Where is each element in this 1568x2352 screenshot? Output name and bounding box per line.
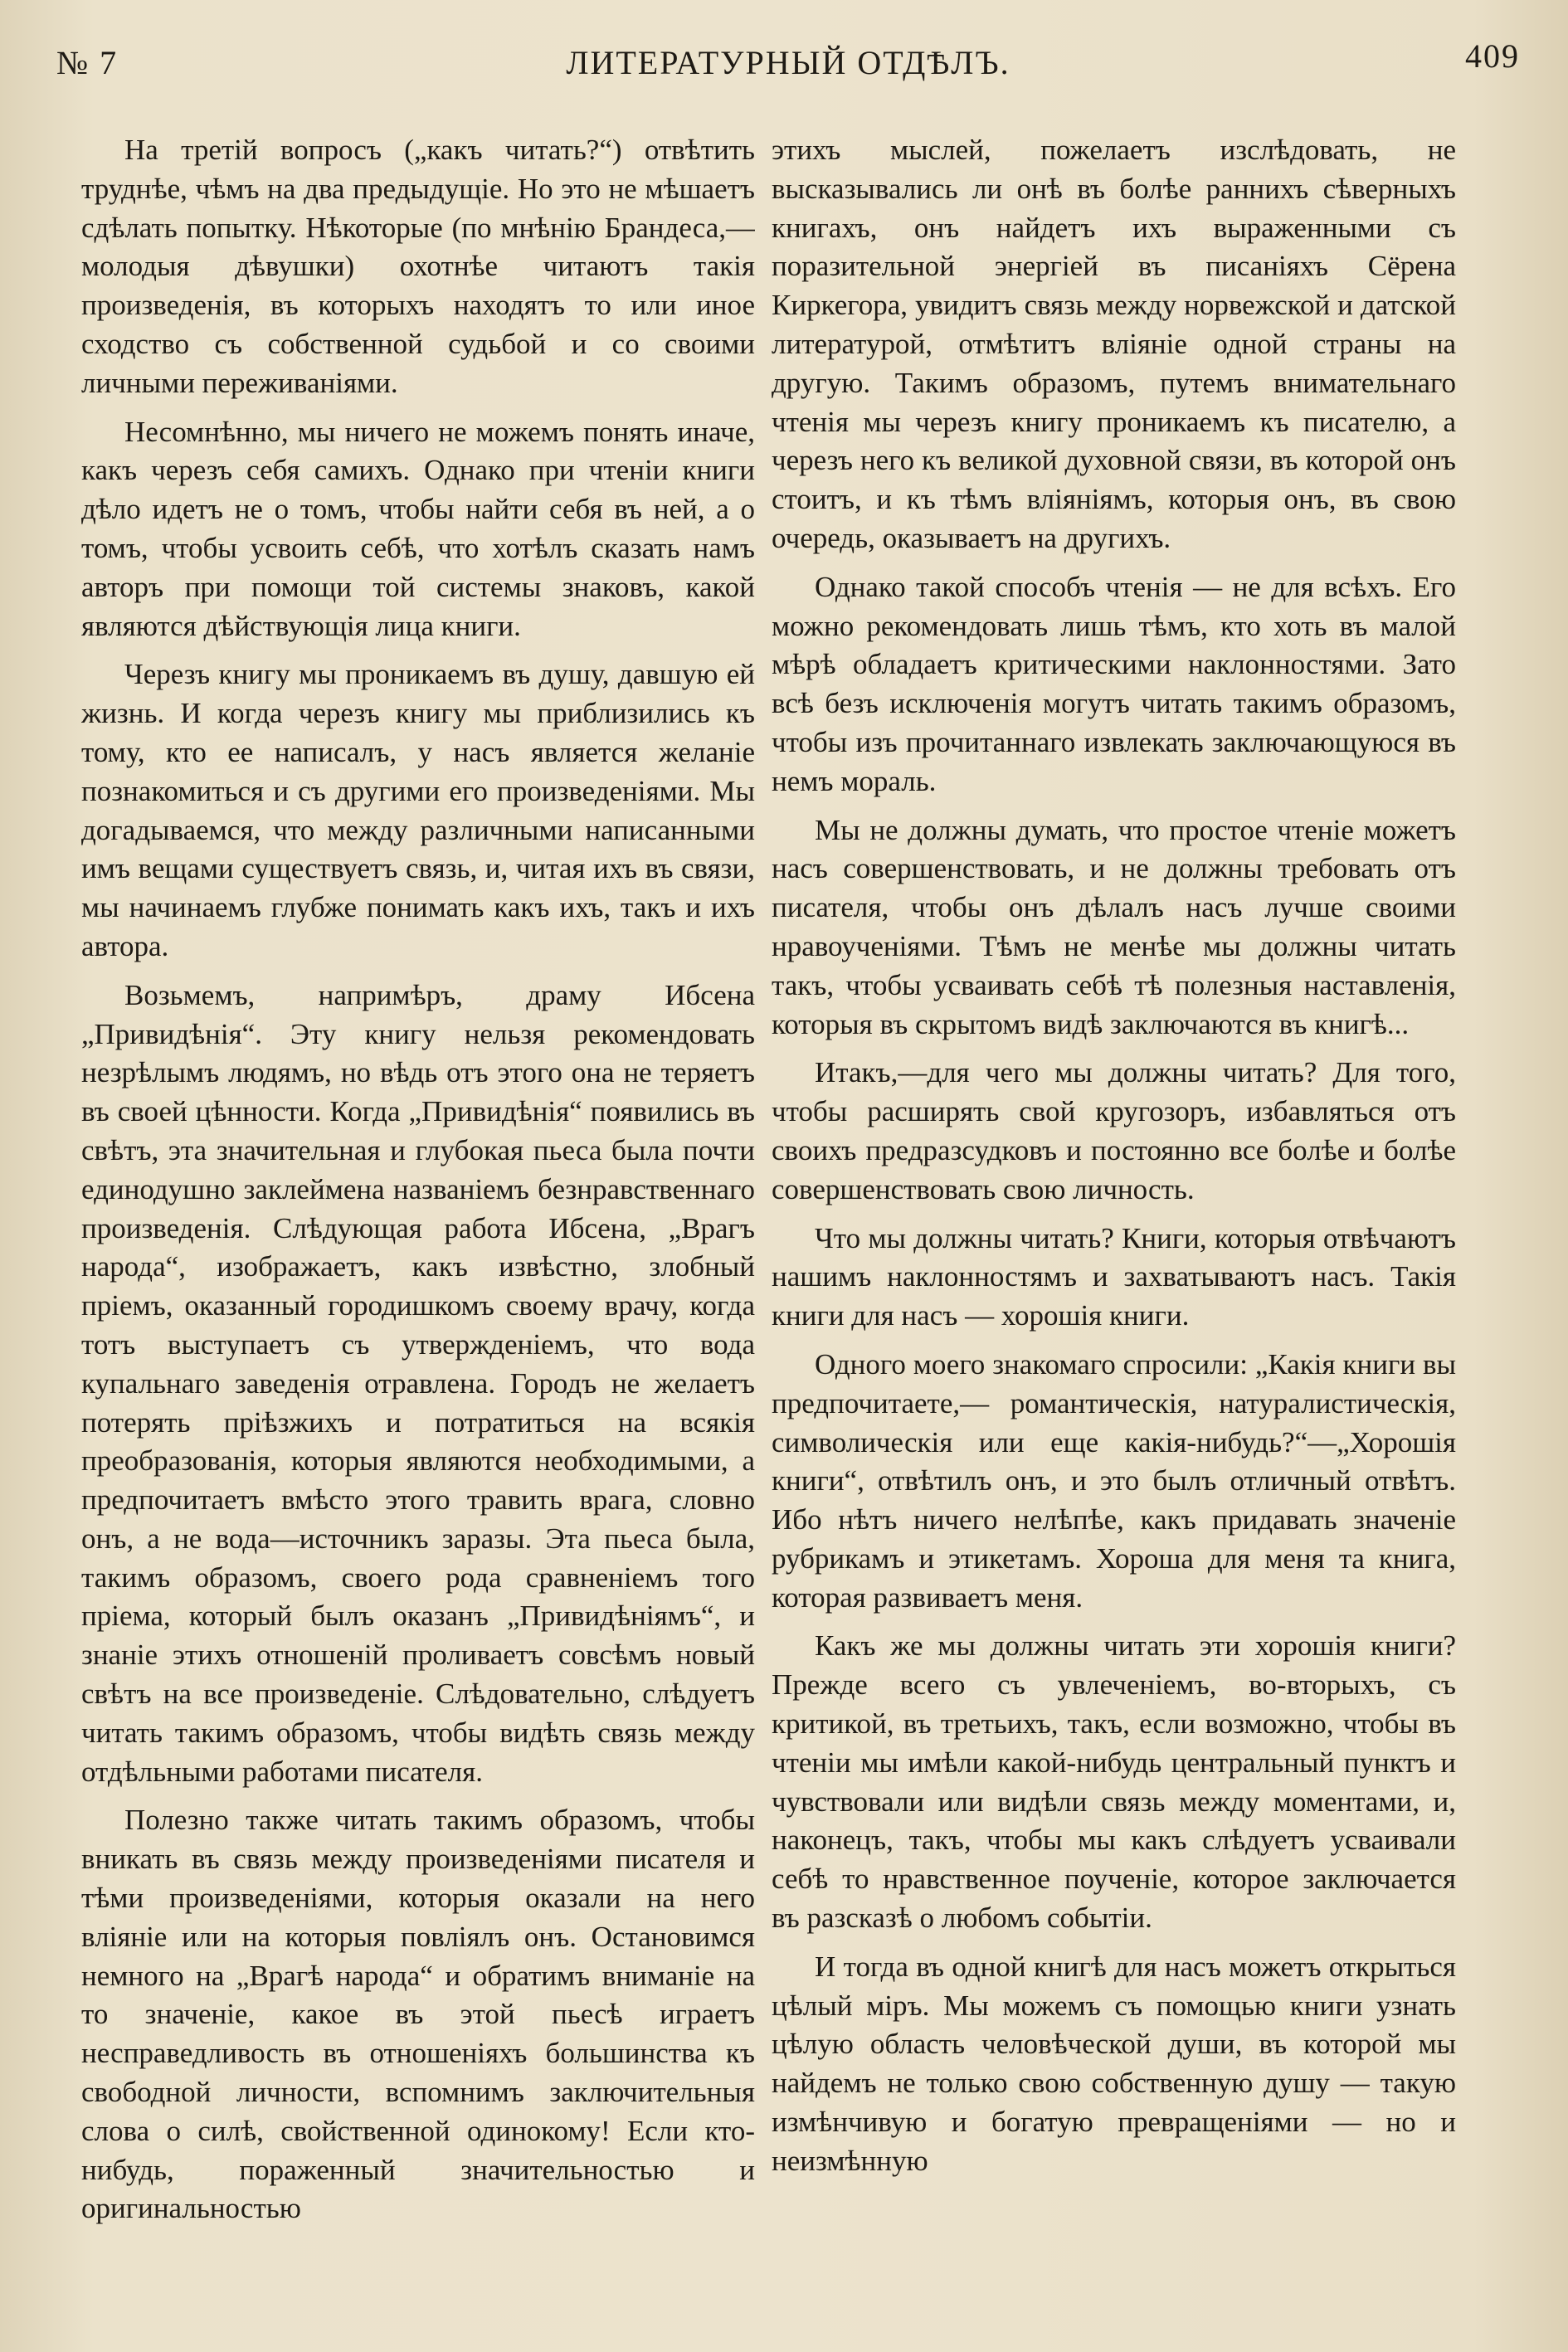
issue-number: № 7: [56, 44, 119, 81]
paragraph: Однако такой способъ чтенія — не для всѣхъ. Его можно рекомендовать лишь тѣмъ, кто хоть въ малой мѣрѣ обладаетъ критическими наклонностями. Зато всѣ безъ исключенія могутъ читать такимъ образомъ, чтобы изъ прочитаннаго извлекать заключающуюся въ немъ мораль.: [772, 570, 1456, 797]
paragraph: Черезъ книгу мы проникаемъ въ душу, давшую ей жизнь. И когда черезъ книгу мы приблизились къ тому, кто ее написалъ, у насъ является желаніе познакомиться и съ другими его произведеніями. Мы догадываемся, что между различными написанными имъ вещами существуетъ связь, и, читая ихъ въ связи, мы начинаемъ глубже понимать какъ ихъ, такъ и ихъ автора.: [81, 658, 755, 962]
paragraph: Что мы должны читать? Книги, которыя отвѣчаютъ нашимъ наклонностямъ и захватываютъ насъ. Такія книги для насъ — хорошія книги.: [772, 1221, 1456, 1332]
running-header: [56, 37, 1520, 101]
paragraph: Полезно также читать такимъ образомъ, чтобы вникать въ связь между произведеніями писателя и тѣми произведеніями, которыя оказали на него вліяніе или на которыя повліялъ онъ. Остановимся немного на „Врагѣ народа“ и обратимъ вниманіе на то значеніе, какое въ этой пьесѣ играетъ несправедливость въ отношеніяхъ большинства къ свободной личности, вспомнимъ заключительныя слова о силѣ, свойственной одинокому! Если кто-нибудь, пораженный значительностью и оригинальностью: [81, 1804, 755, 2225]
paragraph-continued: этихъ мыслей, пожелаетъ изслѣдовать, не высказывались ли онѣ въ болѣе раннихъ сѣверныхъ книгахъ, онъ найдетъ ихъ выраженными съ поразительной энергіей въ писаніяхъ Сёрена Киркегора, увидитъ связь между норвежской и датской литературой, отмѣтитъ вліяніе одной страны на другую. Такимъ образомъ, путемъ внимательнаго чтенія мы черезъ книгу проникаемъ къ писателю, а черезъ него къ великой духовной связи, въ которой онъ стоитъ, и къ тѣмъ вліяніямъ, которыя онъ, въ свою очередь, оказываетъ на другихъ.: [772, 134, 1456, 554]
right-column: [772, 131, 1456, 2330]
paragraph: На третій вопросъ („какъ читать?“) отвѣтить труднѣе, чѣмъ на два предыдущіе. Но это не мѣшаетъ сдѣлать попытку. Нѣкоторые (по мнѣнію Брандеса,—молодыя дѣвушки) охотнѣе читаютъ такія произведенія, въ которыхъ находятъ то или иное сходство съ собственной судьбой и со своими личными переживаніями.: [81, 134, 755, 399]
page-number: 409: [1465, 37, 1520, 75]
paragraph: Возьмемъ, напримѣръ, драму Ибсена „Привидѣнія“. Эту книгу нельзя рекомендовать незрѣлымъ людямъ, но вѣдь отъ этого она не теряетъ въ своей цѣнности. Когда „Привидѣнія“ появились въ свѣтъ, эта значительная и глубокая пьеса была почти единодушно заклеймена названіемъ безнравственнаго произведенія. Слѣдующая работа Ибсена, „Врагъ народа“, изображаетъ, какъ извѣстно, злобный пріемъ, оказанный городишкомъ своему врачу, когда тотъ выступаетъ съ утвержденіемъ, что вода купальнаго заведенія отравлена. Городъ не желаетъ потерять пріѣзжихъ и потратиться на всякія преобразованія, которыя являются необходимыми, а предпочитаетъ вмѣсто этого травить врага, словно онъ, а не вода—источникъ заразы. Эта пьеса была, такимъ образомъ, своего рода сравненіемъ того пріема, который былъ оказанъ „Привидѣніямъ“, и знаніе этихъ отношеній проливаетъ совсѣмъ новый свѣтъ на все произведеніе. Слѣдовательно, слѣдуетъ читать такимъ образомъ, чтобы видѣть связь между отдѣльными работами писателя.: [81, 978, 755, 1788]
left-column: [81, 131, 755, 2330]
paragraph: И тогда въ одной книгѣ для насъ можетъ открыться цѣлый міръ. Мы можемъ съ помощью книги узнать цѣлую область человѣческой души, въ которой мы найдемъ не только свою собственную душу — такую измѣнчивую и богатую превращеніями — но и неизмѣнную: [772, 1950, 1456, 2177]
paragraph: Одного моего знакомаго спросили: „Какія книги вы предпочитаете,— романтическія, натуралистическія, символическія или еще какія-нибудь?“—„Хорошія книги“, отвѣтилъ онъ, и это былъ отличный отвѣтъ. Ибо нѣтъ ничего нелѣпѣе, какъ придавать значеніе рубрикамъ и этикетамъ. Хороша для меня та книга, которая развиваетъ меня.: [772, 1347, 1456, 1614]
paragraph: Несомнѣнно, мы ничего не можемъ понять иначе, какъ черезъ себя самихъ. Однако при чтеніи книги дѣло идетъ не о томъ, чтобы найти себя въ ней, а о томъ, чтобы усвоить себѣ, что хотѣлъ сказать намъ авторъ при помощи той системы знаковъ, какой являются дѣйствующія лица книги.: [81, 415, 755, 642]
section-title: ЛИТЕРАТУРНЫЙ ОТДѢЛЪ.: [566, 44, 1010, 81]
paragraph: Какъ же мы должны читать эти хорошія книги? Прежде всего съ увлеченіемъ, во-вторыхъ, съ критикой, въ третьихъ, такъ, если возможно, чтобы въ чтеніи мы имѣли какой-нибудь центральный пунктъ и чувствовали или видѣли связь между моментами, и, наконецъ, такъ, чтобы мы какъ слѣдуетъ усваивали себѣ то нравственное поученіе, которое заключается въ разсказѣ о любомъ событіи.: [772, 1629, 1456, 1935]
paragraph: Итакъ,—для чего мы должны читать? Для того, чтобы расширять свой кругозоръ, избавляться отъ своихъ предразсудковъ и постоянно все болѣе и болѣе совершенствовать свою личность.: [772, 1056, 1456, 1205]
paragraph: Мы не должны думать, что простое чтеніе можетъ насъ совершенствовать, и не должны требовать отъ писателя, чтобы онъ дѣлалъ насъ лучше своими нравоученіями. Тѣмъ не менѣе мы должны читать такъ, чтобы усваивать себѣ тѣ полезныя наставленія, которыя въ скрытомъ видѣ заключаются въ книгѣ...: [772, 813, 1456, 1040]
